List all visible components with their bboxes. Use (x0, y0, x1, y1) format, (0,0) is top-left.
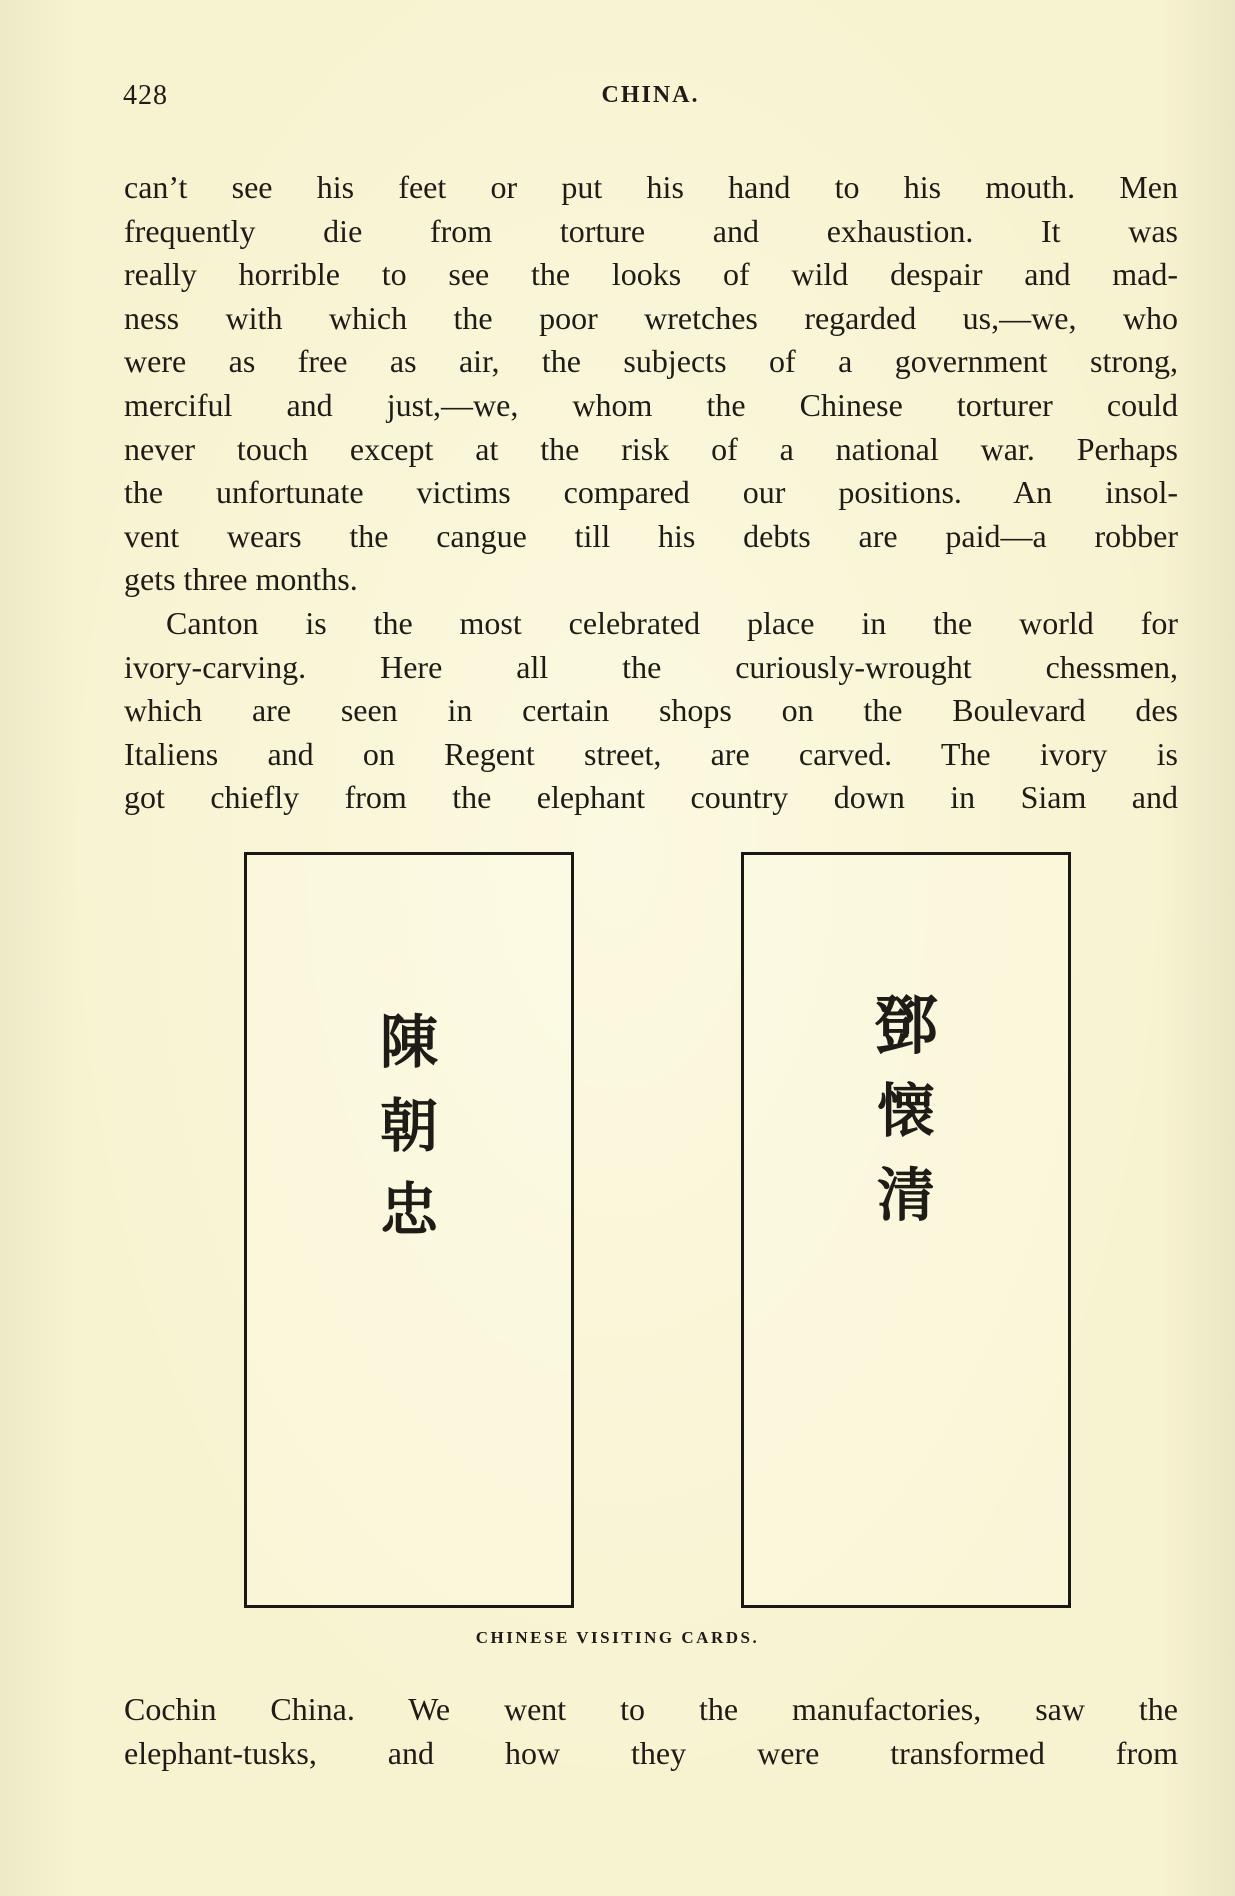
card-character: 清 (876, 1161, 935, 1229)
card-character: 忠 (379, 1176, 438, 1244)
text-line: elephant-tusks, and how they were transformed from (124, 1734, 1178, 1771)
running-title: CHINA. (601, 82, 700, 108)
text-line: got chiefly from the elephant country down in Siam and (124, 779, 1178, 816)
card-character: 懐 (876, 1077, 935, 1145)
text-line: gets three months. (124, 561, 358, 598)
text-line: really horrible to see the looks of wild despair and mad- (124, 256, 1178, 293)
card-character: 鄧 (874, 990, 938, 1064)
text-line: can’t see his feet or put his hand to his mouth. Men (124, 169, 1178, 205)
body-text-bottom (124, 1688, 1178, 1775)
text-line: frequently die from torture and exhaustion. It was (124, 212, 1178, 249)
card-character: 陳 (379, 1008, 438, 1076)
visiting-card-left (244, 852, 574, 1608)
running-head (123, 80, 1178, 120)
card-character: 朝 (379, 1092, 438, 1160)
text-line: Cochin China. We went to the manufactories, saw the (124, 1691, 1178, 1727)
figure-caption: CHINESE VISITING CARDS. (475, 1628, 760, 1647)
visiting-card-right (741, 852, 1071, 1608)
text-line: merciful and just,—we, whom the Chinese torturer could (124, 386, 1178, 423)
text-line: vent wears the cangue till his debts are paid—a robber (124, 517, 1178, 554)
text-line: which are seen in certain shops on the Boulevard des (124, 692, 1178, 729)
body-text-top (124, 166, 1178, 820)
text-line: never touch except at the risk of a national war. Perhaps (124, 430, 1178, 467)
page-number: 428 (123, 80, 168, 111)
card-characters (744, 985, 1068, 1237)
text-line: ivory-carving. Here all the curiously-wrought chessmen, (124, 648, 1178, 685)
card-characters (247, 1000, 571, 1252)
text-line: Italiens and on Regent street, are carved. The ivory is (124, 735, 1178, 772)
text-line: Canton is the most celebrated place in the world for (166, 604, 1178, 641)
text-line: were as free as air, the subjects of a government strong, (124, 343, 1178, 380)
text-line: ness with which the poor wretches regarded us,—we, who (124, 299, 1178, 336)
text-line: the unfortunate victims compared our positions. An insol- (124, 474, 1178, 511)
